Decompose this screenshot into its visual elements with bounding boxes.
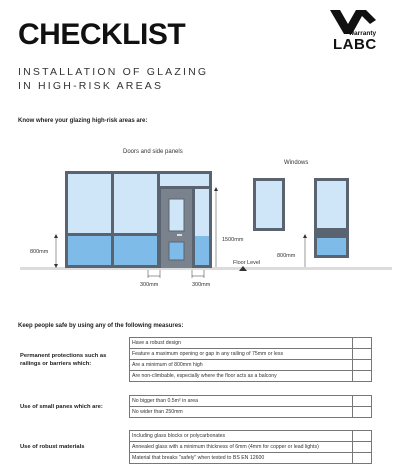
section-heading-measures: Keep people safe by using any of the following measures:	[18, 323, 184, 329]
list-item: Are non-climbable, especially where the floor acts as a balcony	[130, 371, 353, 382]
dim-800-left: 800mm	[30, 249, 49, 255]
checkbox-cell[interactable]	[353, 453, 372, 464]
windows-label: Windows	[284, 160, 309, 166]
list-item: Material that breaks "safely" when tested to BS EN 12600	[130, 453, 353, 464]
floor-level-label: Floor Level	[233, 260, 261, 266]
group-label-small-panes: Use of small panes which are:	[20, 403, 103, 410]
window-1	[253, 178, 285, 231]
list-item: Including glass blocks or polycarbonates	[130, 431, 353, 442]
logo-labc-text: LABC	[333, 36, 377, 53]
table-row	[18, 431, 372, 442]
measures-table-robust-materials	[18, 430, 372, 464]
dim-300-a: 300mm	[140, 282, 159, 288]
list-item: Have a robust design	[130, 338, 353, 349]
checkbox-cell[interactable]	[353, 360, 372, 371]
section-heading-high-risk: Know where your glazing high-risk areas are:	[18, 118, 148, 124]
window-2	[314, 178, 349, 258]
checkbox-cell[interactable]	[353, 442, 372, 453]
measures-table-railings	[18, 337, 372, 382]
page-subtitle	[18, 65, 208, 93]
dim-300-b: 300mm	[192, 282, 211, 288]
checkbox-cell[interactable]	[353, 431, 372, 442]
list-item: Feature a maximum opening or gap in any railing of 75mm or less	[130, 349, 353, 360]
dim-800-right: 800mm	[277, 253, 296, 259]
subtitle-line-2: IN HIGH-RISK AREAS	[18, 80, 164, 92]
checkbox-cell[interactable]	[353, 371, 372, 382]
list-item: Annealed glass with a minimum thickness of 6mm (4mm for copper or lead lights)	[130, 442, 353, 453]
checkbox-cell[interactable]	[353, 407, 372, 418]
measures-table-small-panes	[18, 395, 372, 418]
group-label-robust-materials: Use of robust materials	[20, 444, 85, 450]
table-row	[18, 338, 372, 349]
list-item: No wider than 250mm	[130, 407, 353, 418]
list-item: Are a minimum of 800mm high	[130, 360, 353, 371]
logo-warranty-text: warranty	[349, 30, 377, 37]
checkbox-cell[interactable]	[353, 338, 372, 349]
list-item: No bigger than 0.5m² in area	[130, 396, 353, 407]
door-assembly	[65, 171, 212, 268]
doors-label: Doors and side panels	[123, 149, 183, 155]
dim-1500: 1500mm	[222, 237, 244, 243]
checkbox-cell[interactable]	[353, 349, 372, 360]
subtitle-line-1: INSTALLATION OF GLAZING	[18, 66, 209, 78]
group-label-railings: Permanent protections such as railings or barriers which:	[20, 352, 107, 367]
table-row	[18, 396, 372, 407]
checkbox-cell[interactable]	[353, 396, 372, 407]
page-title: CHECKLIST	[18, 18, 186, 51]
glazing-diagram	[0, 140, 400, 300]
